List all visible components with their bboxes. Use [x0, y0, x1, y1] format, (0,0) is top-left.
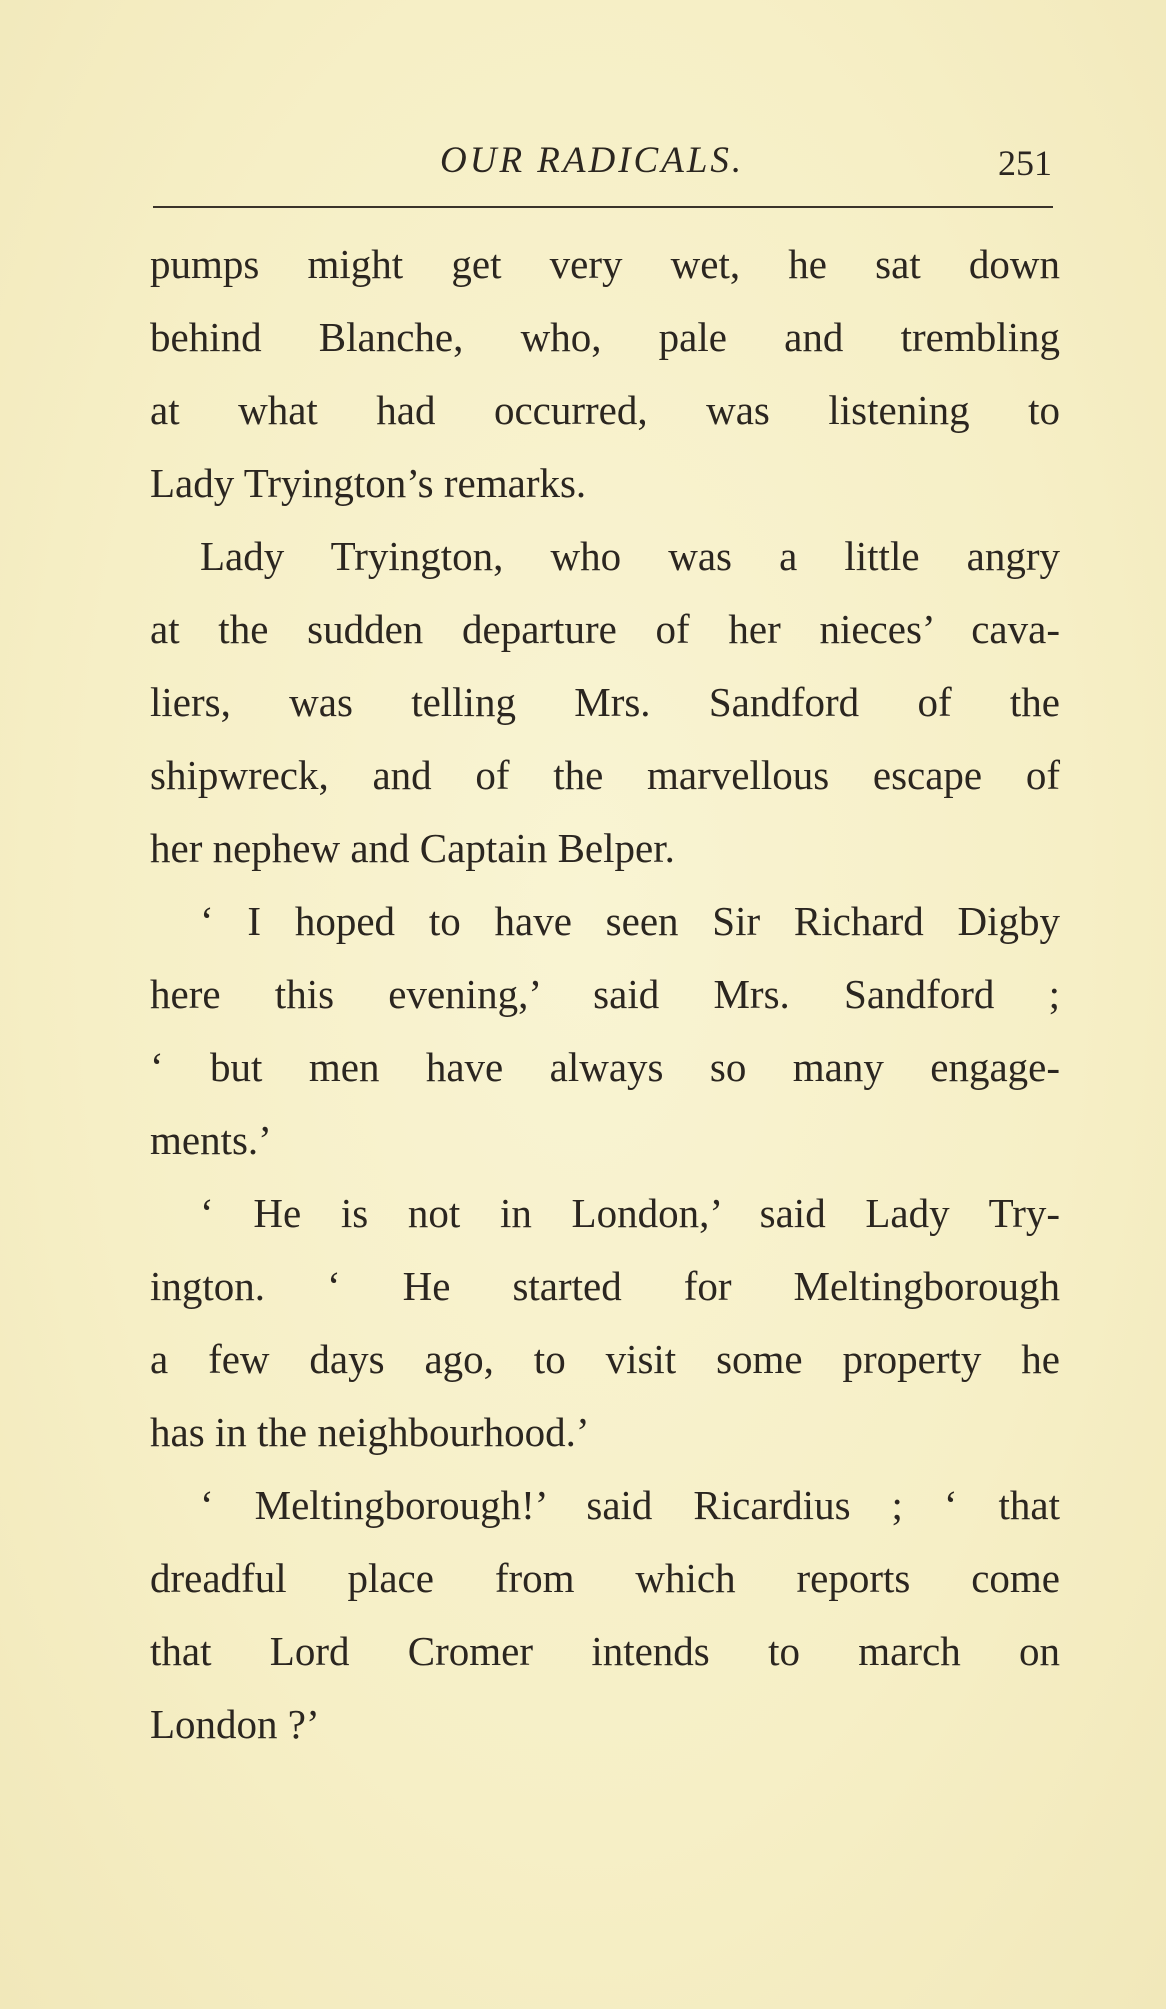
text-line: ‘ He is not in London,’ said Lady Try-	[200, 1190, 1060, 1236]
running-head	[150, 138, 1052, 188]
text-line: pumps might get very wet, he sat down	[150, 241, 1060, 287]
text-line: Lady Tryington’s remarks.	[150, 460, 587, 506]
text-line: a few days ago, to visit some property he	[150, 1336, 1060, 1382]
text-line: at the sudden departure of her nieces’ cava-	[150, 606, 1060, 652]
text-line: London ?’	[150, 1701, 320, 1747]
text-line: ‘ I hoped to have seen Sir Richard Digby	[200, 898, 1060, 944]
page-number: 251	[998, 143, 1052, 183]
text-line: ments.’	[150, 1117, 272, 1163]
text-line: Lady Tryington, who was a little angry	[200, 533, 1060, 579]
header-rule	[153, 206, 1053, 208]
running-title: OUR RADICALS.	[440, 140, 745, 181]
body-text	[150, 228, 1060, 1761]
text-line: shipwreck, and of the marvellous escape of	[150, 752, 1060, 798]
text-line: her nephew and Captain Belper.	[150, 825, 675, 871]
text-line: liers, was telling Mrs. Sandford of the	[150, 679, 1060, 725]
text-line: that Lord Cromer intends to march on	[150, 1628, 1060, 1674]
text-line: behind Blanche, who, pale and trembling	[150, 314, 1060, 360]
text-line: here this evening,’ said Mrs. Sandford ;	[150, 971, 1060, 1017]
text-line: dreadful place from which reports come	[150, 1555, 1060, 1601]
text-line: at what had occurred, was listening to	[150, 387, 1060, 433]
text-line: ‘ but men have always so many engage-	[150, 1044, 1060, 1090]
text-line: has in the neighbourhood.’	[150, 1409, 590, 1455]
text-line: ‘ Meltingborough!’ said Ricardius ; ‘ that	[200, 1482, 1060, 1528]
text-line: ington. ‘ He started for Meltingborough	[150, 1263, 1060, 1309]
